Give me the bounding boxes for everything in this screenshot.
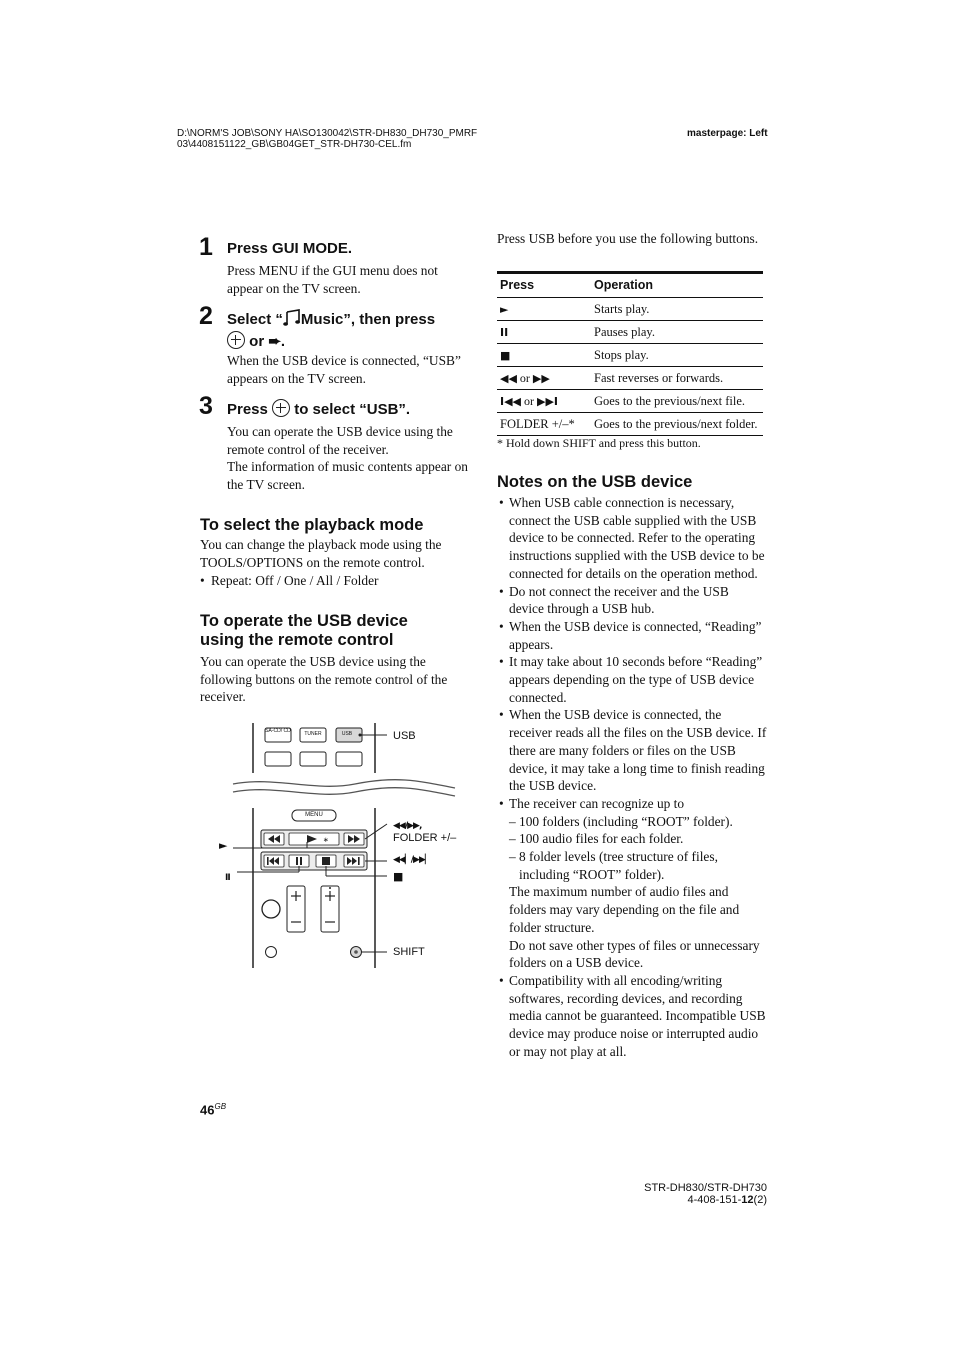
step-2-title-suffix: or ➨. (245, 333, 286, 350)
sacd-cd-button: SA-CD/ CD (265, 728, 291, 734)
table-cell-operation: Goes to the previous/next folder. (591, 413, 763, 436)
notes-list (497, 494, 767, 1061)
table-cell-operation: Fast reverses or forwards. (591, 367, 763, 390)
footer-code-bold: 12 (741, 1194, 754, 1206)
footer-code-prefix: 4-408-151- (687, 1194, 742, 1206)
remote-heading (200, 612, 468, 650)
table-row (497, 321, 763, 344)
table-cell-operation: Goes to the previous/next file. (591, 390, 763, 413)
plus-circle-icon (227, 331, 245, 349)
list-item: • When USB cable connection is necessary, connect the USB cable supplied with the USB device to be connected. Refer to the operating instructions supplied with the USB device to be connected for details on the operation method. (497, 494, 767, 583)
sub-list-item: – 100 audio files for each folder. (497, 830, 767, 848)
table-cell-operation: Starts play. (591, 298, 763, 321)
fast-forward-icon: ▶▶ (532, 371, 550, 385)
step-3-body-para1: You can operate the USB device using the remote control of the receiver. (227, 424, 453, 457)
recognize-lead: The receiver can recognize up to (509, 795, 685, 811)
table-cell-operation: Pauses play. (591, 321, 763, 344)
prev-next-callout: ◀◀▏/▶▶▏ (393, 855, 431, 865)
remote-body: You can operate the USB device using the following buttons on the remote control of the receiver. (200, 654, 448, 705)
step-2-title-prefix: Select “ (227, 311, 283, 328)
page-number-suffix: GB (214, 1102, 227, 1111)
skip-callout: ◀◀/▶▶, (393, 821, 422, 831)
step-1-title: Press GUI MODE. (227, 240, 353, 257)
step-2-title (227, 309, 477, 352)
step-2-number: 2 (199, 302, 213, 330)
or-text: or (521, 393, 538, 408)
stop-callout: ■ (393, 870, 404, 883)
usb-button: USB (341, 731, 353, 737)
page-number (200, 1102, 226, 1117)
footer-code-suffix: (2) (753, 1194, 767, 1206)
col-press-header: Press (497, 273, 591, 298)
notes-heading: Notes on the USB device (497, 473, 693, 491)
stop-icon: ■ (500, 348, 511, 362)
table-cell-operation: Stops play. (591, 344, 763, 367)
step-3-body-para2: The information of music contents appear on the TV screen. (227, 459, 468, 492)
step-1-body: Press MENU if the GUI menu does not appear on the TV screen. (227, 263, 438, 296)
table-header-row (497, 273, 763, 298)
next-icon: ▶▶I (537, 394, 559, 408)
page-number-value: 46 (200, 1102, 215, 1118)
usb-callout: USB (393, 730, 416, 742)
step-3-number: 3 (199, 392, 213, 420)
tuner-button: TUNER (304, 731, 322, 737)
footer-model: STR-DH830/STR-DH730 (644, 1182, 767, 1194)
table-row (497, 298, 763, 321)
table-row (497, 390, 763, 413)
play-callout: ► (219, 839, 228, 852)
previous-icon: I◀◀ (500, 394, 522, 408)
list-item: • It may take about 10 seconds before “Reading” appears depending on the type of USB device connected. (497, 653, 767, 706)
svg-text:∗: ∗ (323, 836, 329, 844)
list-item (497, 795, 767, 972)
step-3-title-suffix: to select “USB”. (290, 401, 411, 418)
play-icon: ► (500, 302, 509, 316)
list-item: • Do not connect the receiver and the USB device through a USB hub. (497, 583, 767, 618)
masterpage-label: masterpage: Left (687, 128, 768, 139)
remote-heading-line1: To operate the USB device (200, 612, 408, 630)
step-3-title-prefix: Press (227, 401, 273, 418)
list-item: • Compatibility with all encoding/writing softwares, recording devices, and recording media cannot be guaranteed. Incompatible USB device may produce noise or interrupted audio or may not play at all. (497, 972, 767, 1061)
usb-table-intro: Press USB before you use the following buttons. (497, 231, 759, 246)
col-operation-header: Operation (591, 273, 763, 298)
folder-callout: FOLDER +/– (393, 832, 457, 844)
sub-list-item: – 100 folders (including “ROOT” folder). (497, 813, 767, 831)
file-path (177, 128, 477, 150)
recognize-para1: The maximum number of audio files and folders may vary depending on the file and folder structure. (509, 884, 740, 935)
menu-button: MENU (305, 812, 323, 818)
playback-mode-heading: To select the playback mode (200, 516, 424, 534)
footer-code (644, 1194, 767, 1206)
recognize-sublist (497, 813, 767, 884)
step-2-title-mid: Music”, then press (300, 311, 436, 328)
table-row (497, 367, 763, 390)
pause-callout: II (225, 873, 230, 883)
table-cell-press: FOLDER +/–* (497, 413, 591, 436)
list-item: • When the USB device is connected, “Reading” appears. (497, 618, 767, 653)
playback-mode-bullet-text: Repeat: Off / One / All / Folder (211, 573, 379, 588)
playback-mode-body: You can change the playback mode using the TOOLS/OPTIONS on the remote control. (200, 537, 442, 570)
shift-callout: SHIFT (393, 946, 425, 958)
or-text: or (516, 370, 533, 385)
remote-heading-line2: using the remote control (200, 631, 394, 649)
pause-icon: II (500, 325, 509, 339)
table-row (497, 413, 763, 436)
footer (644, 1182, 767, 1206)
recognize-para2: Do not save other types of files or unnecessary folders on a USB device. (509, 937, 760, 971)
step-1-number: 1 (199, 233, 213, 261)
table-footnote: * Hold down SHIFT and press this button. (497, 436, 701, 450)
sub-list-item: – 8 folder levels (tree structure of files, including “ROOT” folder). (497, 848, 767, 883)
file-path-line2: 03\4408151122_GB\GB04GET_STR-DH730-CEL.fm (177, 139, 412, 150)
usb-operation-table (497, 271, 763, 436)
step-2-body: When the USB device is connected, “USB” appears on the TV screen. (227, 353, 461, 386)
plus-circle-icon (272, 399, 290, 417)
table-row (497, 344, 763, 367)
step-3-title (227, 399, 477, 420)
list-item: • When the USB device is connected, the receiver reads all the files on the USB device. If there are many folders or files on the USB device, it may take a long time to finish reading the USB device. (497, 706, 767, 795)
playback-mode-bullet: • Repeat: Off / One / All / Folder (200, 573, 379, 588)
step-3-body (227, 423, 469, 493)
music-note-icon (283, 309, 301, 327)
rewind-icon: ◀◀ (500, 371, 517, 385)
remote-diagram (215, 718, 465, 973)
file-path-line1: D:\NORM'S JOB\SONY HA\SO130042\STR-DH830_DH730_PMRF (177, 128, 478, 139)
